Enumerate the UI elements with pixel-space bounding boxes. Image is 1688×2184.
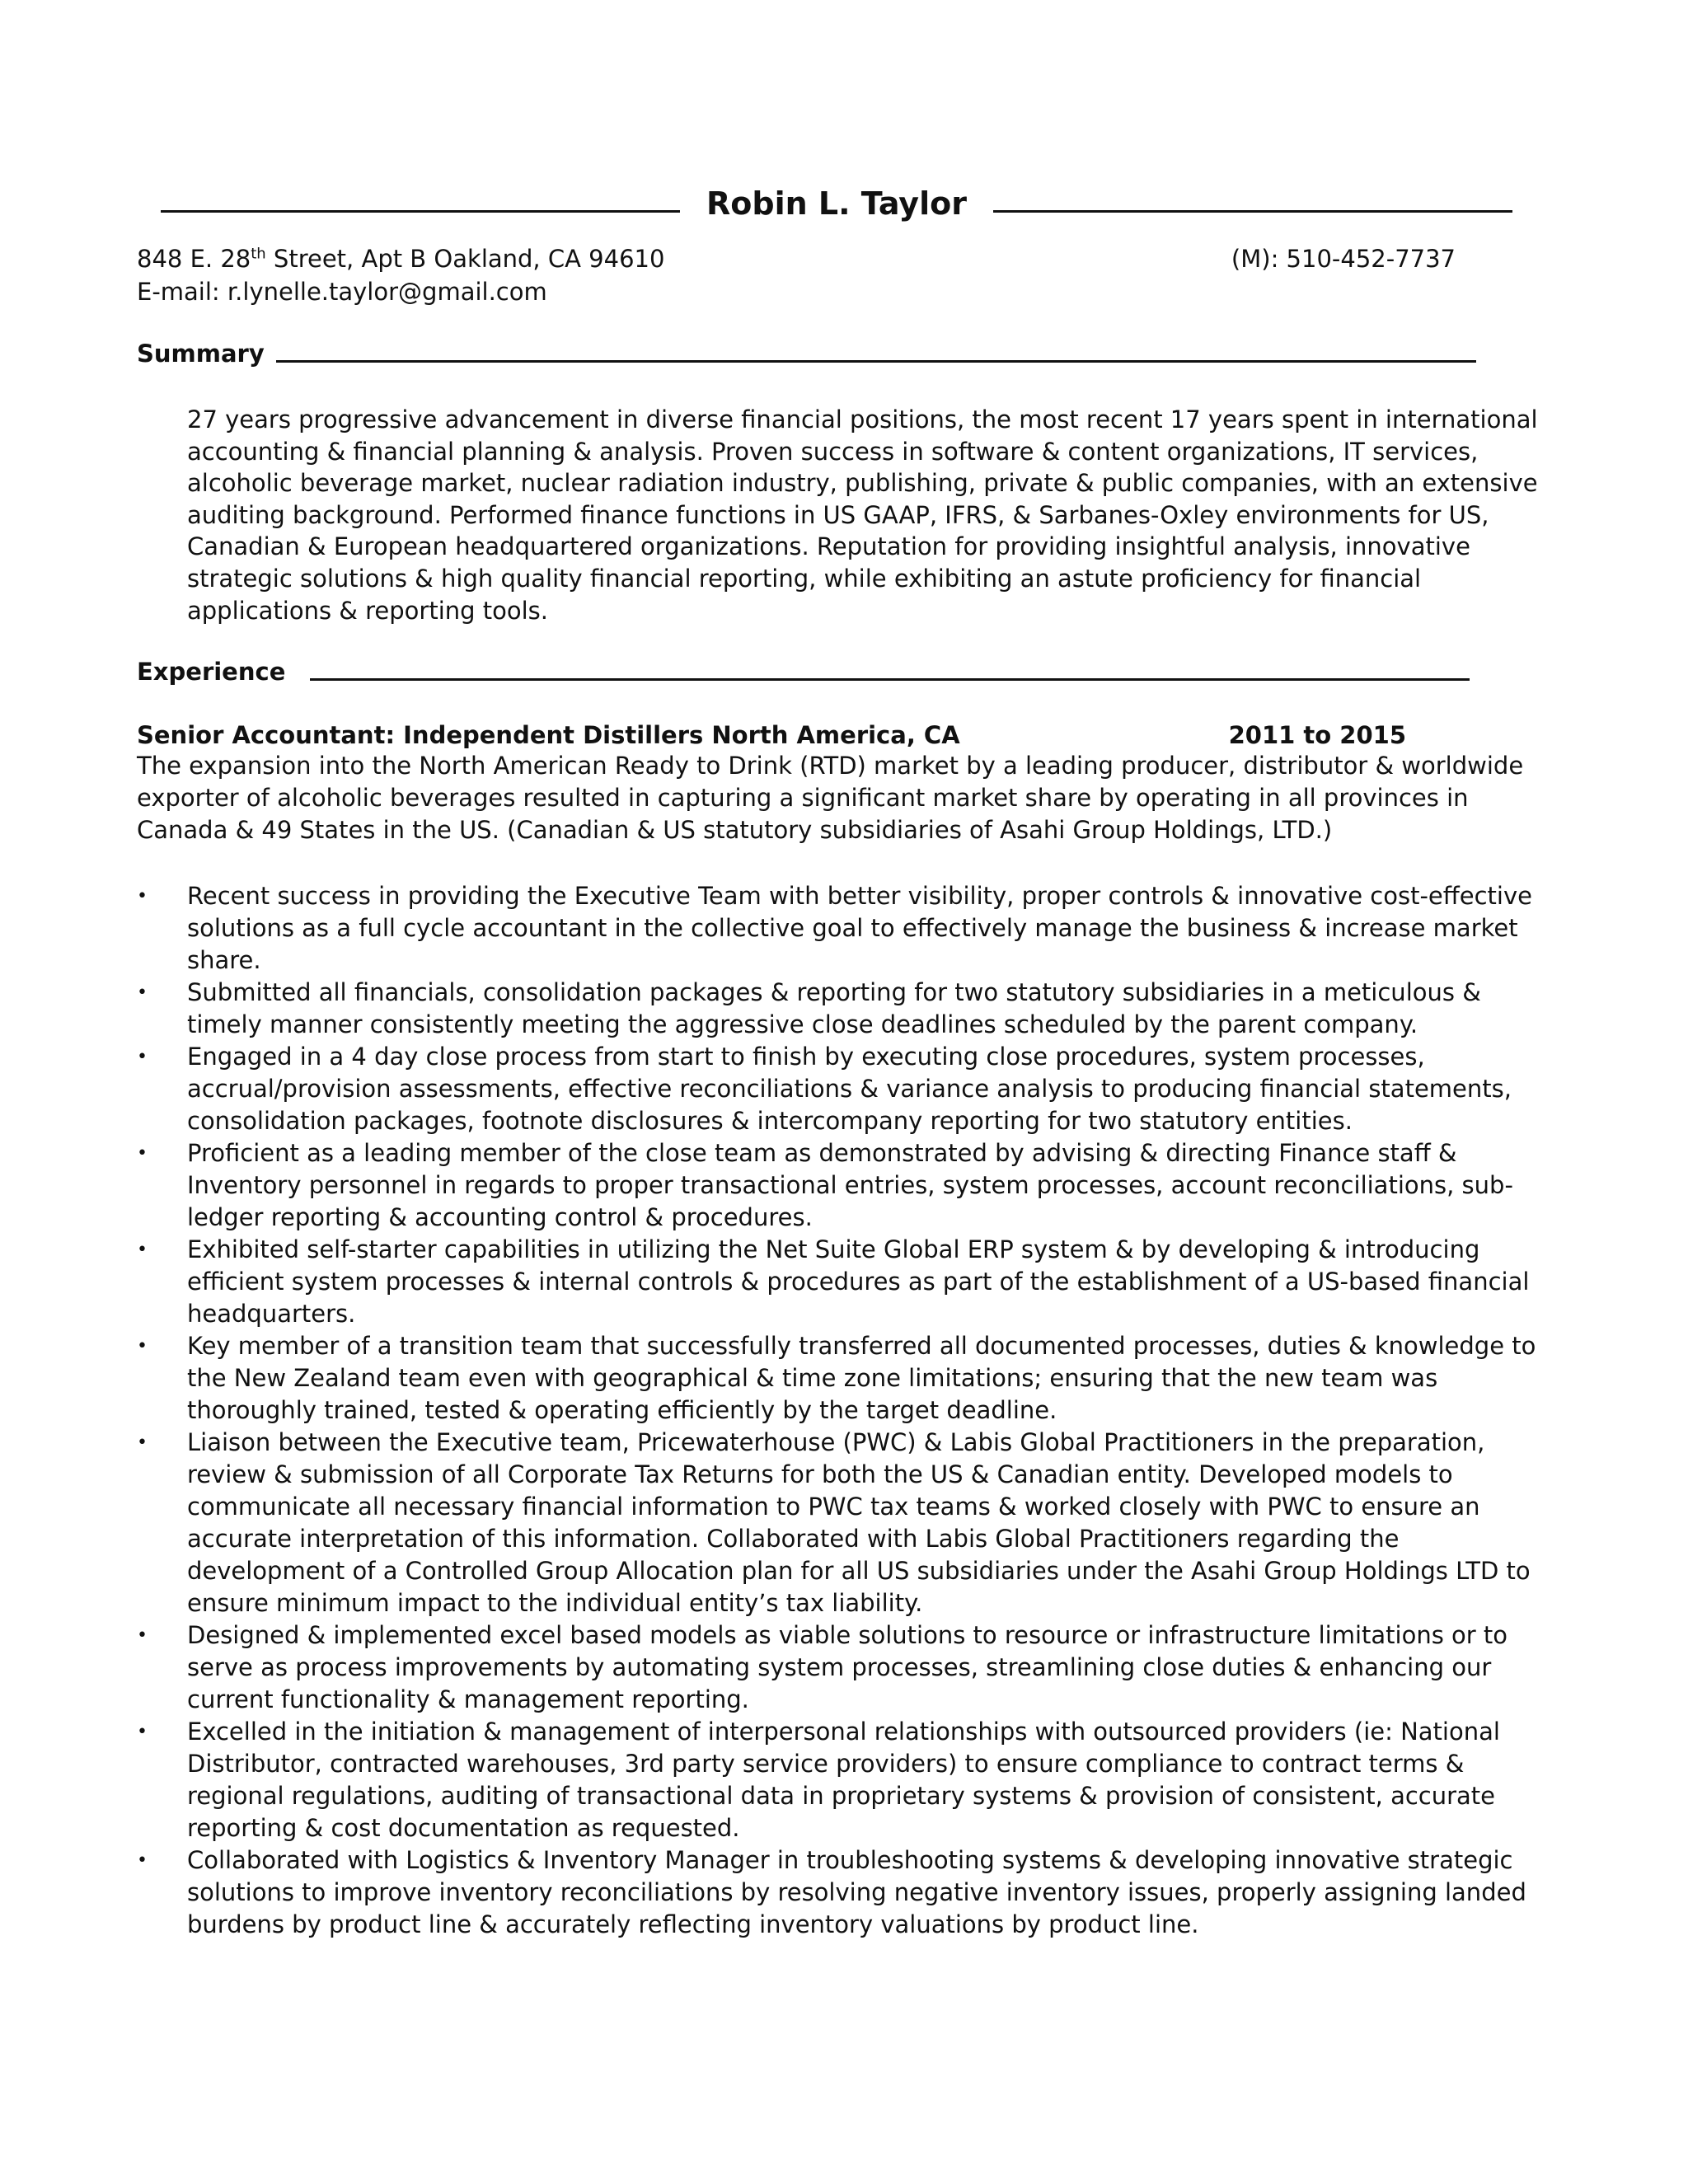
summary-rule [276,360,1476,363]
list-item [137,1137,1546,1234]
bullet-text: Engaged in a 4 day close process from start to finish by executing close procedures, system processes, accrual/provision assessments, effective reconciliations & variance analysis to producing financial statements, consolidation packages, footnote disclosures & intercompany reporting for two statutory entities. [187,1043,1512,1135]
experience-heading: Experience [137,658,286,686]
list-item [137,1427,1546,1619]
contact-row-email [137,275,1456,308]
bullet-icon: • [137,1432,148,1453]
bullet-icon: • [137,1047,148,1067]
bullet-icon: • [137,1722,148,1742]
bullet-icon: • [137,1240,148,1260]
name-rule-left [161,210,680,213]
list-item [137,1716,1546,1844]
job-description: The expansion into the North American Ready to Drink (RTD) market by a leading producer, distributor & worldwide exporter of alcoholic beverages resulted in capturing a significant market share by operating in all provinces in Canada & 49 States in the US. (Canadian & US statutory subsidiaries of Asahi Group Holdings, LTD.) [137,752,1524,844]
list-item [137,1619,1546,1716]
bullet-text: Proficient as a leading member of the close team as demonstrated by advising & directing Finance staff & Inventory personnel in regards to proper transactional entries, system processes, account reconciliations, sub-ledger reporting & accounting control & procedures. [187,1139,1513,1231]
list-item [137,1330,1546,1427]
experience-heading-row [137,658,1470,686]
bullet-icon: • [137,982,148,1003]
address [137,242,664,275]
bullet-text: Recent success in providing the Executive Team with better visibility, proper controls & innovative cost-effective solutions as a full cycle accountant in the collective goal to effectively manage the business & increase market share. [187,882,1532,974]
job-dates: 2011 to 2015 [1228,721,1406,749]
bullet-text: Liaison between the Executive team, Pricewaterhouse (PWC) & Labis Global Practitioners in the preparation, review & submission of all Corporate Tax Returns for both the US & Canadian entity. Developed models to communicate all necessary financial information to PWC tax teams & worked closely with PWC to ensure an accurate interpretation of this information. Collaborated with Labis Global Practitioners regarding the development of a Controlled Group Allocation plan for all US subsidiaries under the Asahi Group Holdings LTD to ensure minimum impact to the individual entity’s tax liability. [187,1428,1531,1617]
contact-row-address [137,242,1456,275]
list-item [137,1234,1546,1330]
bullet-text: Submitted all financials, consolidation packages & reporting for two statutory subsidiaries in a meticulous & timely manner consistently meeting the aggressive close deadlines scheduled by the parent company. [187,978,1481,1038]
summary-paragraph: 27 years progressive advancement in diverse financial positions, the most recent 17 years spent in international accounting & financial planning & analysis. Proven success in software & content organizations, IT services, alcoholic beverage market, nuclear radiation industry, publishing, private & public companies, with an extensive auditing background. Performed finance functions in US GAAP, IFRS, & Sarbanes-Oxley environments for US, Canadian & European headquartered organizations. Reputation for providing insightful analysis, innovative strategic solutions & high quality financial reporting, while exhibiting an astute proficiency for financial applications & reporting tools. [187,405,1538,625]
email: E-mail: r.lynelle.taylor@gmail.com [137,278,547,306]
bullet-icon: • [137,886,148,907]
job-header [137,721,1406,749]
address-ordinal: th [251,245,266,263]
list-item [137,1844,1546,1941]
bullet-text: Designed & implemented excel based models as viable solutions to resource or infrastructure limitations or to serve as process improvements by automating system processes, streamlining close duties & enhancing our current functionality & management reporting. [187,1621,1508,1713]
candidate-name: Robin L. Taylor [706,185,967,222]
list-item [137,977,1546,1041]
job-bullet-list [137,880,1546,1941]
bullet-icon: • [137,1143,148,1164]
bullet-text: Key member of a transition team that successfully transferred all documented processes, duties & knowledge to the New Zealand team even with geographical & time zone limitations; ensuring that the new team was thoroughly trained, tested & operating efficiently by the target deadline. [187,1332,1536,1424]
bullet-icon: • [137,1850,148,1871]
bullet-text: Exhibited self-starter capabilities in utilizing the Net Suite Global ERP system & by developing & introducing efficient system processes & internal controls & procedures as part of the establishment of a US-based financial headquarters. [187,1235,1530,1328]
bullet-text: Excelled in the initiation & management of interpersonal relationships with outsourced providers (ie: National Distributor, contracted warehouses, 3rd party service providers) to ensure compliance to contract terms & regional regulations, auditing of transactional data in proprietary systems & provision of consistent, accurate reporting & cost documentation as requested. [187,1718,1500,1842]
name-rule-right [993,210,1512,213]
contact-block [137,242,1456,308]
phone: (M): 510-452-7737 [1231,245,1456,273]
job-title: Senior Accountant: Independent Distillers North America, CA [137,721,960,749]
address-street-number: 848 E. 28 [137,245,251,273]
experience-rule [310,678,1470,681]
address-rest: Street, Apt B Oakland, CA 94610 [265,245,665,273]
name-header [161,170,1512,222]
summary-heading: Summary [137,340,265,368]
list-item [137,880,1546,977]
summary-heading-row [137,340,1476,368]
bullet-icon: • [137,1336,148,1357]
list-item [137,1041,1546,1137]
bullet-icon: • [137,1625,148,1646]
bullet-text: Collaborated with Logistics & Inventory Manager in troubleshooting systems & developing innovative strategic solutions to improve inventory reconciliations by resolving negative inventory issues, properly assigning landed burdens by product line & accurately reflecting inventory valuations by product line. [187,1846,1526,1938]
